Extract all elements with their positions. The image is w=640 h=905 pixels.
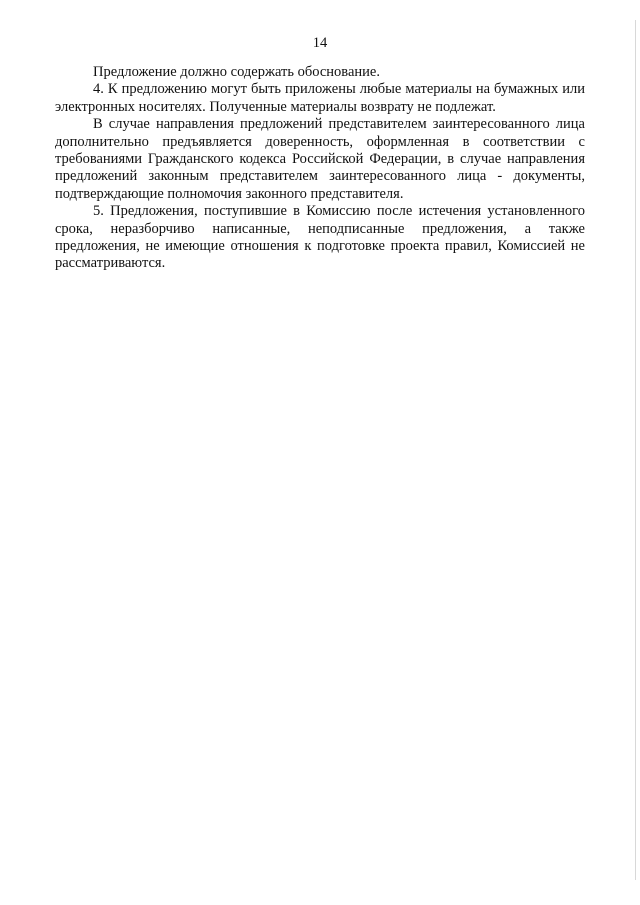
paragraph-representative: В случае направления предложений представителем заинтересованного лица дополнительно предъявляется доверенность, оформленная в соответствии с требованиями Гражданского кодекса Российской Федерации, в случае направления предложений законным представителем заинтересованного лица - документы, подтверждающие полномочия законного представителя.	[55, 116, 585, 202]
paragraph-item-5: 5. Предложения, поступившие в Комиссию после истечения установленного срока, неразборчиво написанные, неподписанные предложения, а также предложения, не имеющие отношения к подготовке проекта правил, Комиссией не рассматриваются.	[55, 203, 585, 272]
page-number: 14	[312, 35, 328, 51]
paragraph-item-4: 4. К предложению могут быть приложены любые материалы на бумажных или электронных носителях. Полученные материалы возврату не подлежат.	[55, 81, 585, 115]
paragraph-justification: Предложение должно содержать обоснование.	[93, 64, 380, 80]
document-body	[55, 64, 585, 273]
scan-edge-line	[635, 20, 636, 880]
